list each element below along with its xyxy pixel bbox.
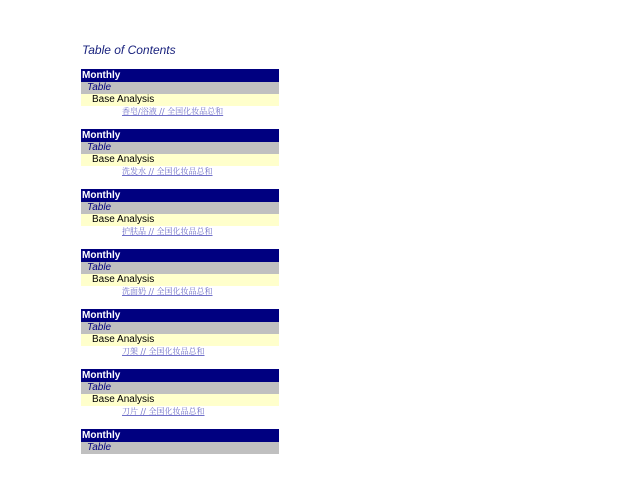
table-label: Table [81,442,279,454]
analysis-label: Base Analysis [81,154,279,166]
section-header: Monthly [81,309,279,322]
toc-group [81,249,279,297]
section-header: Monthly [81,189,279,202]
table-link[interactable]: 刀片 // 全国化妆品总和 [81,406,279,417]
table-link[interactable]: 洗发水 // 全国化妆品总和 [81,166,279,177]
table-link[interactable]: 香皂/浴液 // 全国化妆品总和 [81,106,279,117]
toc-group [81,69,279,117]
section-header: Monthly [81,369,279,382]
table-link[interactable]: 洗面奶 // 全国化妆品总和 [81,286,279,297]
toc-group [81,189,279,237]
table-label: Table [81,202,279,214]
toc-group [81,309,279,357]
toc-group [81,429,279,454]
table-label: Table [81,322,279,334]
section-header: Monthly [81,69,279,82]
section-header: Monthly [81,129,279,142]
section-header: Monthly [81,429,279,442]
table-label: Table [81,82,279,94]
analysis-label: Base Analysis [81,394,279,406]
table-label: Table [81,262,279,274]
toc-list [81,69,279,466]
toc-title: Table of Contents [82,43,176,57]
table-label: Table [81,382,279,394]
table-link[interactable]: 护肤品 // 全国化妆品总和 [81,226,279,237]
section-header: Monthly [81,249,279,262]
analysis-label: Base Analysis [81,274,279,286]
toc-group [81,369,279,417]
analysis-label: Base Analysis [81,334,279,346]
table-link[interactable]: 刀架 // 全国化妆品总和 [81,346,279,357]
analysis-label: Base Analysis [81,94,279,106]
toc-group [81,129,279,177]
table-label: Table [81,142,279,154]
analysis-label: Base Analysis [81,214,279,226]
